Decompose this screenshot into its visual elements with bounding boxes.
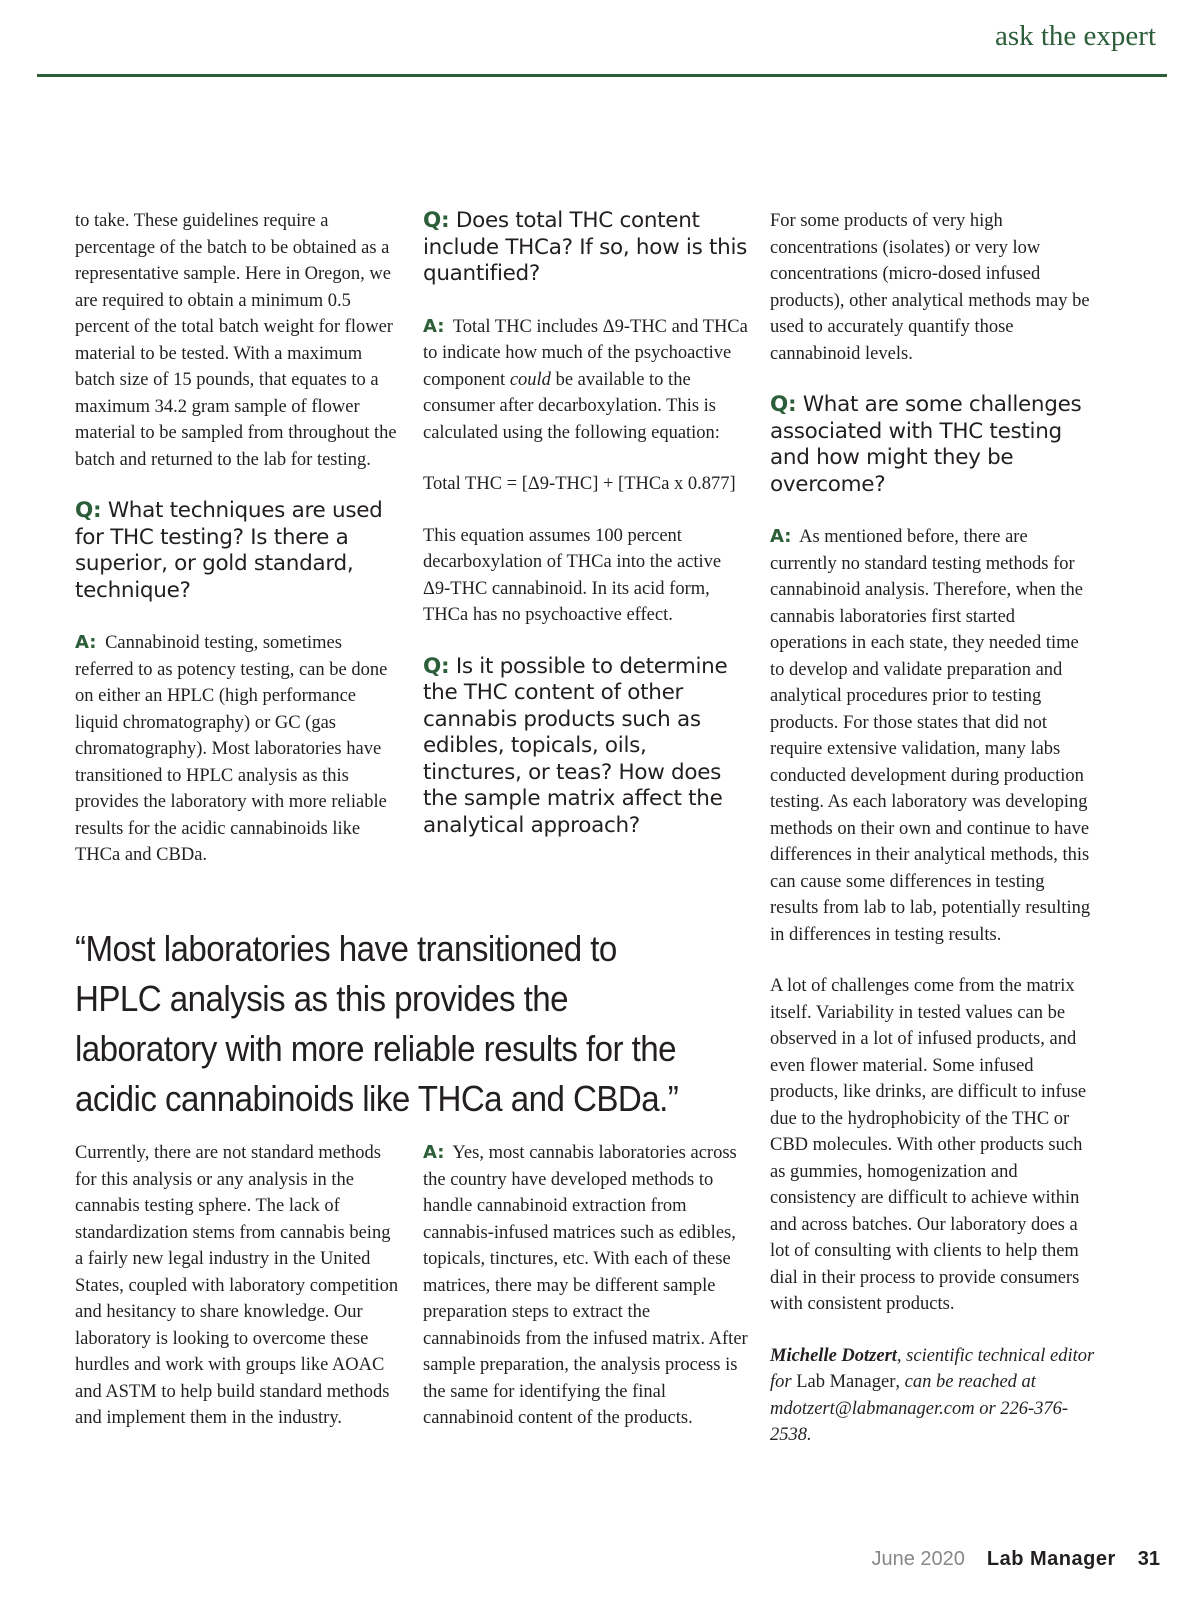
question-label: Q: bbox=[770, 392, 797, 417]
question-heading bbox=[423, 208, 748, 288]
answer-paragraph bbox=[423, 314, 748, 447]
paragraph: This equation assumes 100 percent decarboxylation of THCa into the active Δ9-THC cannabinoid. In its acid form, THCa has no psychoactive effect. bbox=[423, 525, 722, 625]
answer-paragraph bbox=[770, 524, 1095, 948]
magazine-title: Lab Manager bbox=[986, 1548, 1116, 1570]
author-bio bbox=[770, 1343, 1095, 1449]
answer-text-continued: be available to the consumer after decarboxylation. This is calculated using the following equation: bbox=[423, 369, 720, 443]
equation: Total THC = [Δ9-THC] + [THCa x 0.877] bbox=[423, 474, 736, 494]
emphasis-text: could bbox=[509, 369, 551, 390]
answer-paragraph bbox=[75, 630, 400, 869]
column-2 bbox=[423, 208, 748, 865]
paragraph: For some products of very high concentrations (isolates) or very low concentrations (micro-dosed infused products), other analytical methods may be used to accurately quantify those cannabinoid levels. bbox=[770, 211, 1090, 364]
page-number: 31 bbox=[1137, 1548, 1160, 1570]
header-divider bbox=[37, 74, 1167, 77]
bottom-left-column bbox=[75, 1140, 400, 1457]
paragraph: to take. These guidelines require a percentage of the batch to be obtained as a representative sample. Here in Oregon, we are required to obtain a minimum 0.5 percent of the total batch weight for flower material to be tested. With a maximum batch size of 15 pounds, that equates to a maximum 34.2 gram sample of flower material to be sampled from throughout the batch and returned to the lab for testing. bbox=[75, 211, 397, 470]
answer-paragraph bbox=[423, 1140, 748, 1432]
answer-label: A: bbox=[75, 632, 97, 653]
author-role: , scientific technical editor for bbox=[770, 1345, 1095, 1392]
question-heading bbox=[75, 498, 400, 604]
question-label: Q: bbox=[423, 653, 450, 679]
answer-label: A: bbox=[770, 526, 792, 547]
issue-date: June 2020 bbox=[871, 1548, 965, 1570]
question-text: What are some challenges associated with THC testing and how might they be overcome? bbox=[770, 392, 1082, 497]
question-heading bbox=[770, 392, 1095, 498]
answer-text: Total THC includes Δ9-THC and THCa to indicate how much of the psychoactive component bbox=[423, 316, 748, 390]
question-label: Q: bbox=[423, 208, 450, 233]
pull-quote: “Most laboratories have transitioned to HPLC analysis as this provides the laboratory with more reliable results for the acidic cannabinoids like THCa and CBDa.” bbox=[75, 928, 679, 1119]
question-label: Q: bbox=[75, 498, 102, 523]
author-name: Michelle Dotzert bbox=[770, 1345, 897, 1366]
author-contact: , can be reached at mdotzert@labmanager.com or 226-376-2538. bbox=[770, 1372, 1069, 1445]
paragraph: Currently, there are not standard methods for this analysis or any analysis in the cannabis testing sphere. The lack of standardization stems from cannabis being a fairly new legal industry in the United States, coupled with laboratory competition and hesitancy to share knowledge. Our laboratory is looking to overcome these hurdles and work with groups like AOAC and ASTM to help build standard methods and implement them in the industry. bbox=[75, 1143, 399, 1428]
answer-label: A: bbox=[423, 315, 445, 337]
magazine-name: Lab Manager bbox=[796, 1372, 896, 1392]
page-footer bbox=[871, 1548, 1160, 1571]
paragraph: A lot of challenges come from the matrix itself. Variability in tested values can be observed in a lot of infused products, and even flower material. Some infused products, like drinks, are difficult to infuse due to the hydrophobicity of the THC or CBD molecules. With other products such as gummies, homogenization and consistency are difficult to achieve within and across batches. Our laboratory does a lot of consulting with clients to help them dial in their process to provide consumers with consistent products. bbox=[770, 976, 1087, 1314]
bottom-middle-column bbox=[423, 1140, 748, 1457]
question-heading bbox=[423, 654, 748, 840]
column-1 bbox=[75, 208, 400, 894]
section-title: ask the expert bbox=[994, 20, 1156, 52]
answer-text: Cannabinoid testing, sometimes referred to as potency testing, can be done on either an HPLC (high performance liquid chromatography) or GC (gas chromatography). Most laboratories have transitioned to HPLC analysis as this provides the laboratory with more reliable results for the acidic cannabinoids like THCa and CBDa. bbox=[75, 633, 388, 865]
answer-text: Yes, most cannabis laboratories across the country have developed methods to handle cannabinoid extraction from cannabis-infused matrices such as edibles, topicals, tinctures, etc. With each of these matrices, there may be different sample preparation steps to extract the cannabinoids from the infused matrix. After sample preparation, the analysis process is the same for identifying the final cannabinoid content of the products. bbox=[423, 1143, 748, 1428]
question-text: What techniques are used for THC testing? Is there a superior, or gold standard, technique? bbox=[75, 498, 383, 603]
answer-label: A: bbox=[423, 1142, 445, 1163]
question-text: Does total THC content include THCa? If so, how is this quantified? bbox=[423, 208, 748, 286]
question-text: Is it possible to determine the THC content of other cannabis products such as edibles, topicals, oils, tinctures, or teas? How does the sample matrix affect the analytical approach? bbox=[423, 653, 728, 838]
answer-text: As mentioned before, there are currently no standard testing methods for cannabinoid analysis. Therefore, when the cannabis laboratories first started operations in each state, they needed time to develop and validate preparation and analytical procedures prior to testing products. For those states that did not require extensive validation, many labs conducted development during production testing. As each laboratory was developing methods on their own and continue to have differences in their analytical methods, this can cause some differences in testing results from lab to lab, potentially resulting in differences in testing results. bbox=[770, 527, 1091, 945]
column-3 bbox=[770, 208, 1095, 1474]
